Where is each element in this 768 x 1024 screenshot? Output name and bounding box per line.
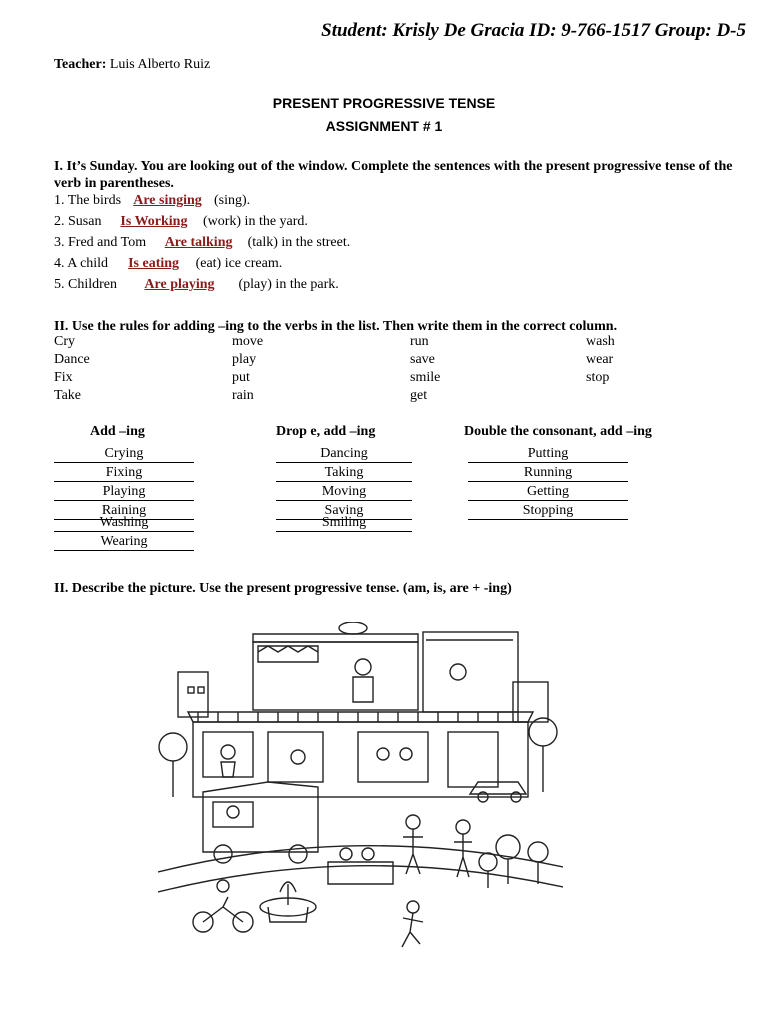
verb: move bbox=[232, 334, 264, 349]
answer-cell: Washing bbox=[54, 515, 194, 532]
verb: rain bbox=[232, 388, 254, 403]
answer-cell: Running bbox=[468, 465, 628, 482]
column-heading-drop-e: Drop e, add –ing bbox=[276, 424, 376, 439]
verb: Fix bbox=[54, 370, 73, 385]
answer-cell: Playing bbox=[54, 484, 194, 501]
sentence-5 bbox=[54, 277, 339, 293]
answer-cell: Putting bbox=[468, 446, 628, 463]
sentence-text: 5. Children bbox=[54, 277, 121, 292]
answer-cell: Raining bbox=[54, 503, 194, 520]
verb: Take bbox=[54, 388, 82, 403]
sentence-text: 3. Fred and Tom bbox=[54, 235, 150, 250]
sentence-text: 2. Susan bbox=[54, 214, 105, 229]
section3-heading: II. Describe the picture. Use the present progressive tense. (am, is, are + -ing) bbox=[54, 581, 512, 596]
answer-cell: Stopping bbox=[468, 503, 628, 520]
answer-4: Is eating bbox=[128, 256, 180, 271]
sentence-4 bbox=[54, 256, 282, 272]
verb: Dance bbox=[54, 352, 90, 367]
teacher-label: Teacher: bbox=[54, 57, 107, 72]
sentence-text: (play) in the park. bbox=[238, 277, 339, 292]
verb: stop bbox=[586, 370, 610, 385]
answer-cell: Crying bbox=[54, 446, 194, 463]
sentence-text: (talk) in the street. bbox=[247, 235, 351, 250]
verb: wear bbox=[586, 352, 614, 367]
section2-heading: II. Use the rules for adding –ing to the verbs in the list. Then write them in the correct column. bbox=[54, 319, 618, 334]
sentence-text: 4. A child bbox=[54, 256, 112, 271]
answer-cell: Fixing bbox=[54, 465, 194, 482]
town-scene-illustration bbox=[158, 622, 563, 956]
verb: put bbox=[232, 370, 250, 385]
student-info: Student: Krisly De Gracia ID: 9-766-1517 Group: D-5 bbox=[321, 20, 746, 41]
verb: smile bbox=[410, 370, 441, 385]
sentence-text: (sing). bbox=[210, 193, 251, 208]
column-heading-double-consonant: Double the consonant, add –ing bbox=[464, 424, 652, 439]
sentence-2 bbox=[54, 214, 308, 230]
teacher-name: Luis Alberto Ruiz bbox=[109, 57, 211, 72]
verb: get bbox=[410, 388, 428, 403]
verb: save bbox=[410, 352, 435, 367]
verb: Cry bbox=[54, 334, 75, 349]
sentence-text: (eat) ice cream. bbox=[195, 256, 283, 271]
section1-heading: I. It’s Sunday. You are looking out of the window. Complete the sentences with the present progressive tense of the verb in parentheses. bbox=[54, 159, 733, 191]
sentence-3 bbox=[54, 235, 350, 251]
answer-cell: Moving bbox=[276, 484, 412, 501]
verb: run bbox=[410, 334, 429, 349]
page-title: PRESENT PROGRESSIVE TENSE bbox=[272, 95, 496, 111]
answer-2: Is Working bbox=[120, 214, 188, 229]
answer-cell: Dancing bbox=[276, 446, 412, 463]
answer-1: Are singing bbox=[133, 193, 202, 208]
answer-3: Are talking bbox=[164, 235, 233, 250]
verb: play bbox=[232, 352, 257, 367]
answer-cell: Smiling bbox=[276, 515, 412, 532]
sentence-1 bbox=[54, 193, 250, 209]
sentence-text: 1. The birds bbox=[54, 193, 125, 208]
answer-cell: Taking bbox=[276, 465, 412, 482]
sentence-text: (work) in the yard. bbox=[202, 214, 308, 229]
answer-cell: Wearing bbox=[54, 534, 194, 551]
teacher-line bbox=[54, 57, 210, 73]
answer-cell: Saving bbox=[276, 503, 412, 520]
column-heading-add-ing: Add –ing bbox=[90, 424, 145, 439]
verb: wash bbox=[586, 334, 615, 349]
answer-5: Are playing bbox=[144, 277, 215, 292]
answer-cell: Getting bbox=[468, 484, 628, 501]
assignment-title: ASSIGNMENT # 1 bbox=[325, 118, 443, 134]
